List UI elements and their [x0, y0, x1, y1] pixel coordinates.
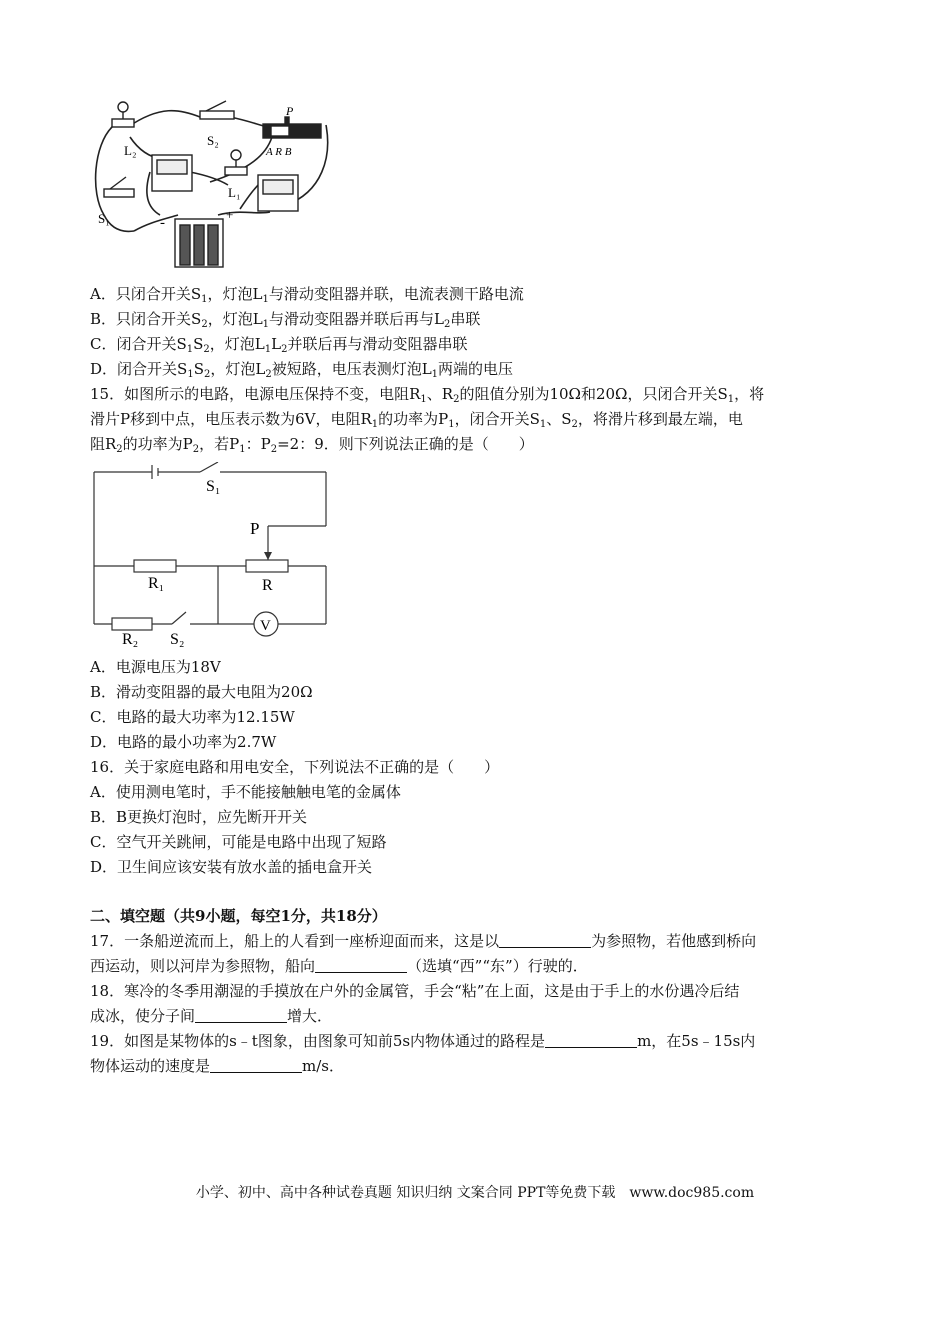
q17-blank-1[interactable]: [499, 932, 591, 948]
fig14-label-s1: S₁: [98, 211, 110, 226]
fig14-label-l1: L₁: [228, 185, 241, 200]
q16-option-d: D．卫生间应该安装有放水盖的插电盒开关: [90, 858, 373, 876]
q17-line-2: 西运动，则以河岸为参照物，船向 （选填“西”“东”）行驶的．: [90, 957, 588, 975]
fig15-label-r2: R₂: [122, 631, 139, 647]
q16-stem: 16．关于家庭电路和用电安全，下列说法不正确的是（ ）: [90, 758, 500, 776]
q19-blank-2[interactable]: [210, 1057, 302, 1073]
fig15-label-r: R: [262, 577, 273, 594]
q15-option-d: D．电路的最小功率为2.7W: [90, 733, 277, 751]
q15-stem-line-3: 阻$R_2$的功率为$P_2$，若$P_1$：$P_2=2$：9．则下列说法正确的是（ ）: [90, 435, 534, 455]
q16-option-c: C．空气开关跳闸，可能是电路中出现了短路: [90, 833, 387, 851]
q18-blank[interactable]: [195, 1007, 287, 1023]
q19-line-2: 物体运动的速度是 m/s．: [90, 1057, 344, 1075]
q15-option-b: B．滑动变阻器的最大电阻为20Ω: [90, 683, 313, 701]
fig14-label-s2: S₂: [207, 133, 219, 148]
q15-circuit-diagram: [90, 462, 330, 647]
q19-blank-1[interactable]: [545, 1032, 637, 1048]
q14-option-a: A．只闭合开关$S_1$，灯泡$L_1$与滑动变阻器并联，电流表测干路电流: [90, 285, 524, 305]
fig15-voltmeter-label: V: [260, 618, 271, 634]
q14-option-c: C．闭合开关$S_1S_2$，灯泡$L_1L_2$并联后再与滑动变阻器串联: [90, 335, 468, 355]
q17-blank-2[interactable]: [315, 957, 407, 973]
page-footer: 小学、初中、高中各种试卷真题 知识归纳 文案合同 PPT等免费下载 www.doc985.com: [195, 1185, 755, 1201]
q16-option-a: A．使用测电笔时，手不能接触触电笔的金属体: [90, 783, 401, 801]
fig15-label-p: P: [250, 519, 260, 538]
q18-line-1: 18．寒冷的冬季用潮湿的手摸放在户外的金属管，手会“粘”在上面，这是由于手上的水份遇冷后结: [90, 982, 740, 1000]
q16-option-b: B．B更换灯泡时，应先断开开关: [90, 808, 308, 826]
fig14-label-l2: L₂: [124, 143, 137, 158]
q15-option-a: A．电源电压为18V: [90, 658, 221, 676]
q15-option-c: C．电路的最大功率为12.15W: [90, 708, 295, 726]
fig14-label-p: P: [286, 104, 294, 118]
q18-line-2: 成冰，使分子间 增大．: [90, 1007, 333, 1025]
fig15-label-r1: R₁: [148, 575, 165, 592]
q14-option-b: B．只闭合开关$S_2$，灯泡$L_1$与滑动变阻器并联后再与$L_2$串联: [90, 310, 481, 330]
q15-stem-line-1: 15．如图所示的电路，电源电压保持不变，电阻$R_1$、$R_2$的阻值分别为10Ω和20Ω，只闭合开关$S_1$，将: [90, 385, 765, 405]
q19-line-1: 19．如图是某物体的s﹣t图象，由图象可知前5s内物体通过的路程是 m，在5s﹣15s内: [90, 1032, 756, 1050]
fig14-label-minus: -: [160, 215, 165, 231]
fig15-label-s2: S₂: [170, 631, 185, 647]
fig14-label-arb: A R B: [266, 146, 292, 158]
q15-stem-line-2: 滑片P移到中点，电压表示数为6V，电阻$R_1$的功率为$P_1$，闭合开关$S_1$、$S_2$，将滑片移到最左端，电: [90, 410, 743, 430]
q17-line-1: 17．一条船逆流而上，船上的人看到一座桥迎面而来，这是以 为参照物，若他感到桥向: [90, 932, 757, 950]
fig14-label-plus: +: [226, 207, 234, 222]
fig15-label-s1: S₁: [206, 478, 221, 495]
q14-option-d: D．闭合开关$S_1S_2$，灯泡$L_2$被短路，电压表测灯泡$L_1$两端的电压: [90, 360, 514, 380]
section-2-heading: 二、填空题（共9小题，每空1分，共18分）: [90, 907, 387, 925]
q14-circuit-figure: [90, 97, 330, 272]
